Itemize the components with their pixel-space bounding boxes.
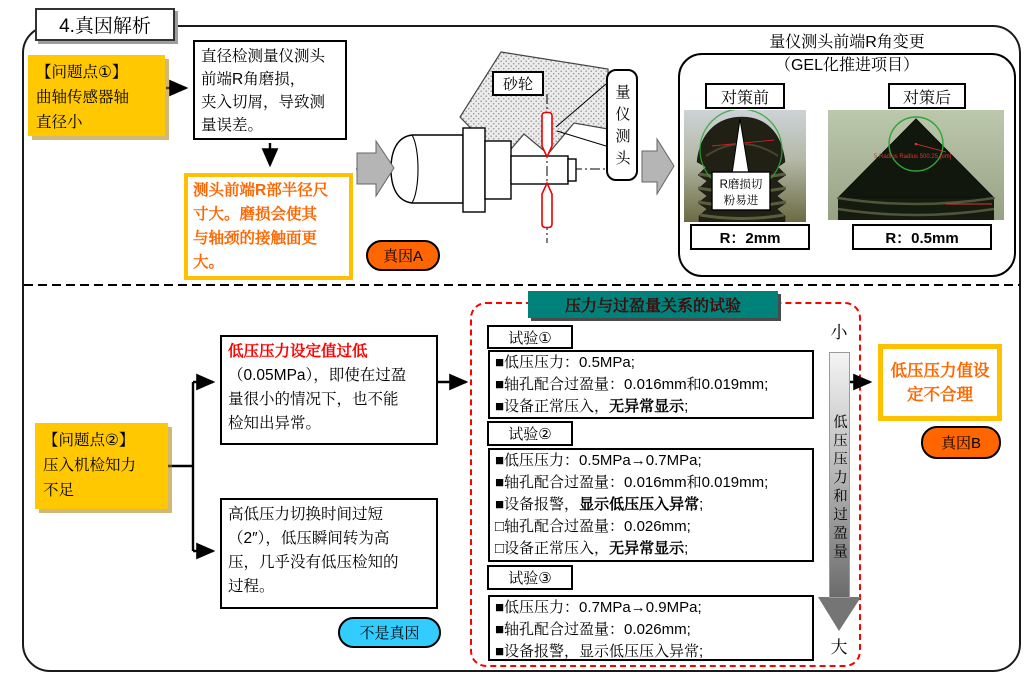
callout-text-line2: 粉易进 — [723, 195, 759, 207]
journal — [511, 156, 568, 184]
test-1-label: 试验① — [487, 325, 573, 349]
after-label: 对策后 — [888, 83, 966, 109]
hypothesis1-body: （0.05MPa），即使在过盈 量很小的情况下，也不能 检知出异常。 — [228, 367, 407, 432]
countermeasure-title — [678, 31, 1016, 77]
radius-annotation: 5 Radius Radius 500.25 [um] — [874, 154, 952, 160]
test-3-label: 试验③ — [487, 565, 573, 590]
before-photo — [684, 110, 806, 222]
hypothesis1-lead: 低压压力设定值过低 — [228, 343, 368, 360]
test-3-box: ■低压压力：0.7MPa→0.9MPa; ■轴孔配合过盈量：0.026mm; ■设备报警，显示低压压入异常; — [488, 595, 814, 661]
root-cause1-box: 测头前端R部半径尺 寸大。磨损会使其 与轴颈的接触面更 大。 — [184, 173, 353, 280]
conclusion2-box: 低压压力值设 定不合理 — [878, 344, 1002, 421]
scale-axis-label: 低压压力和过盈量 — [831, 414, 847, 562]
not-true-cause-badge: 不是真因 — [338, 617, 441, 648]
test-2-label: 试验② — [487, 421, 573, 446]
r-before-value: R：2mm — [690, 224, 810, 250]
grinding-wheel-label: 砂轮 — [492, 71, 544, 96]
hypothesis1-box — [220, 335, 438, 445]
flow-arrow-left — [357, 141, 394, 196]
countermeasure-title-line1: 量仪测头前端R角变更 — [764, 34, 930, 51]
shaft-body — [391, 135, 463, 203]
probe-label: 量仪测头 — [606, 69, 638, 181]
after-photo — [828, 110, 1004, 220]
page-title-box — [35, 8, 175, 41]
scale-arrowhead — [818, 597, 861, 631]
r-after-value: R：0.5mm — [852, 224, 992, 250]
branch-line — [168, 382, 193, 551]
lower-probe — [542, 183, 552, 228]
test-2-box: ■低压压力：0.5MPa→0.7MPa; ■轴孔配合过盈量：0.016mm和0.019mm; ■设备报警，显示低压压入异常; □轴孔配合过盈量：0.026mm; □设备正常压入，无异常显示; — [488, 448, 814, 562]
test-1-box: ■低压压力：0.5MPa; ■轴孔配合过盈量：0.016mm和0.019mm; ■设备正常压入，无异常显示; — [488, 350, 814, 419]
true-cause-b-badge: 真因B — [921, 426, 1001, 459]
countermeasure-title-line2: （GEL化推进项目） — [770, 57, 924, 74]
true-cause-a-badge: 真因A — [366, 240, 440, 271]
before-label: 对策前 — [705, 83, 785, 109]
hypothesis2-box: 高低压力切换时间过短 （2″），低压瞬间转为高 压，几乎没有低压检知的 过程。 — [220, 498, 438, 609]
problem1-box: 【问题点①】 曲轴传感器轴 直径小 — [28, 55, 165, 136]
page-title: 4.真因解析 — [59, 16, 151, 37]
scale-bottom-label: 大 — [830, 637, 848, 657]
experiment-panel-title: 压力与过盈量关系的试验 — [528, 291, 778, 318]
upper-probe — [542, 113, 552, 158]
cause1-box: 直径检测量仪测头 前端R角磨损， 夹入切屑，导致测 量误差。 — [193, 40, 347, 140]
problem2-box: 【问题点②】 压入机检知力 不足 — [35, 423, 168, 509]
callout-text-line1: R磨损切 — [719, 179, 763, 191]
scale-top-label: 小 — [830, 322, 848, 342]
flow-arrow-right — [642, 139, 674, 194]
